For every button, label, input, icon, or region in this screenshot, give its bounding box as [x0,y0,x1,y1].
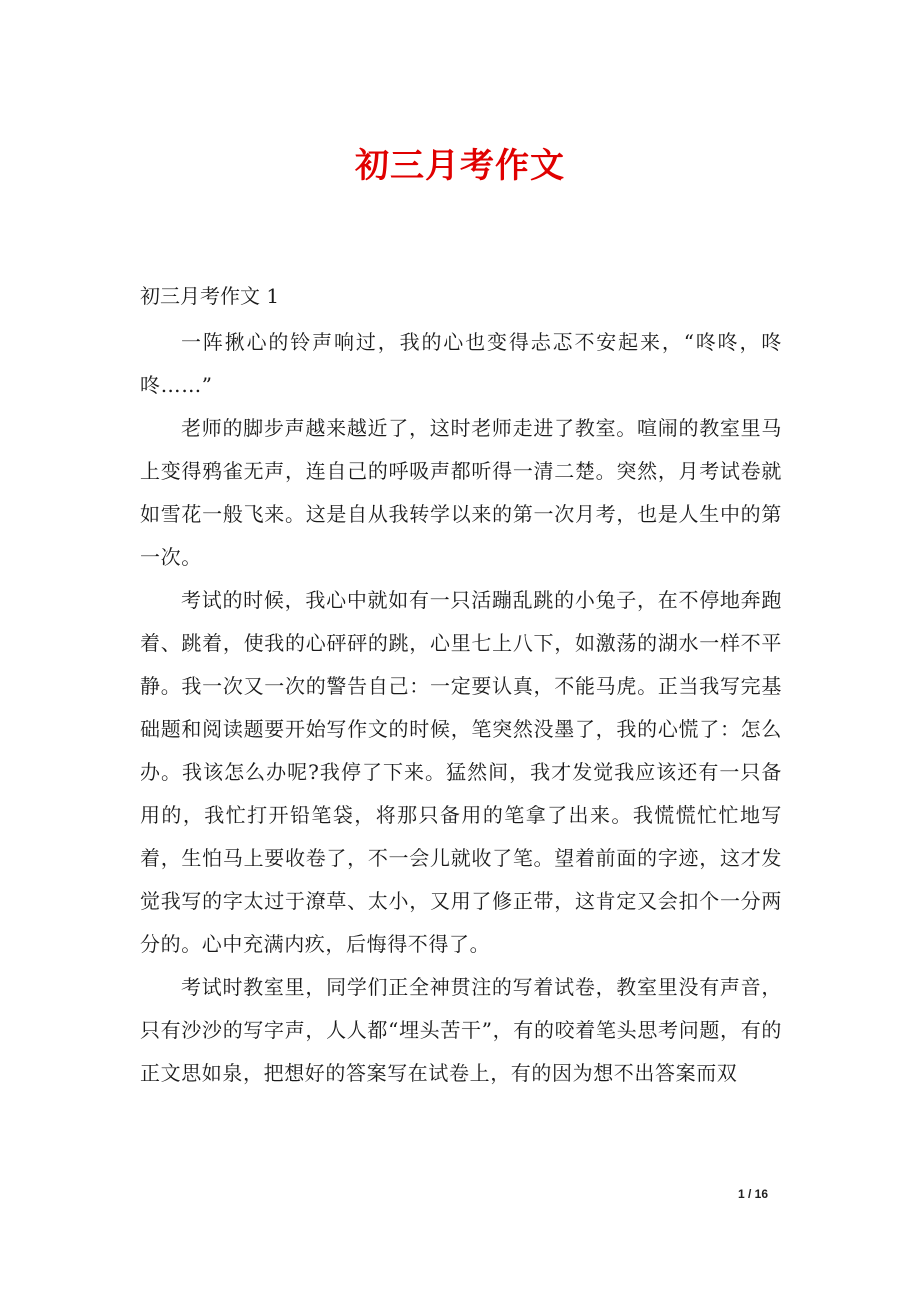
body-text [140,321,782,1095]
paragraph: 老师的脚步声越来越近了，这时老师走进了教室。喧闹的教室里马上变得鸦雀无声，连自己的呼吸声都听得一清二楚。突然，月考试卷就如雪花一般飞来。这是自从我转学以来的第一次月考，也是人生中的第一次。 [140,416,782,569]
paragraph: 考试时教室里，同学们正全神贯注的写着试卷，教室里没有声音，只有沙沙的写字声，人人都“埋头苦干”，有的咬着笔头思考问题，有的正文思如泉，把想好的答案写在试卷上，有的因为想不出答案而双 [140,975,782,1085]
paragraph: 考试的时候，我心中就如有一只活蹦乱跳的小兔子，在不停地奔跑着、跳着，使我的心砰砰的跳，心里七上八下，如激荡的湖水一样不平静。我一次又一次的警告自己：一定要认真，不能马虎。正当我写完基础题和阅读题要开始写作文的时候，笔突然没墨了，我的心慌了：怎么办。我该怎么办呢?我停了下来。猛然间，我才发觉我应该还有一只备用的，我忙打开铅笔袋，将那只备用的笔拿了出来。我慌慌忙忙地写着，生怕马上要收卷了，不一会儿就收了笔。望着前面的字迹，这才发觉我写的字太过于潦草、太小，又用了修正带，这肯定又会扣个一分两分的。心中充满内疚，后悔得不得了。 [140,588,782,956]
page-number: 1 / 16 [738,1187,769,1201]
section-heading: 初三月考作文 1 [140,284,280,308]
document-title: 初三月考作文 [355,146,565,186]
paragraph: 一阵揪心的铃声响过，我的心也变得忐忑不安起来，“咚咚，咚咚……” [140,330,782,397]
